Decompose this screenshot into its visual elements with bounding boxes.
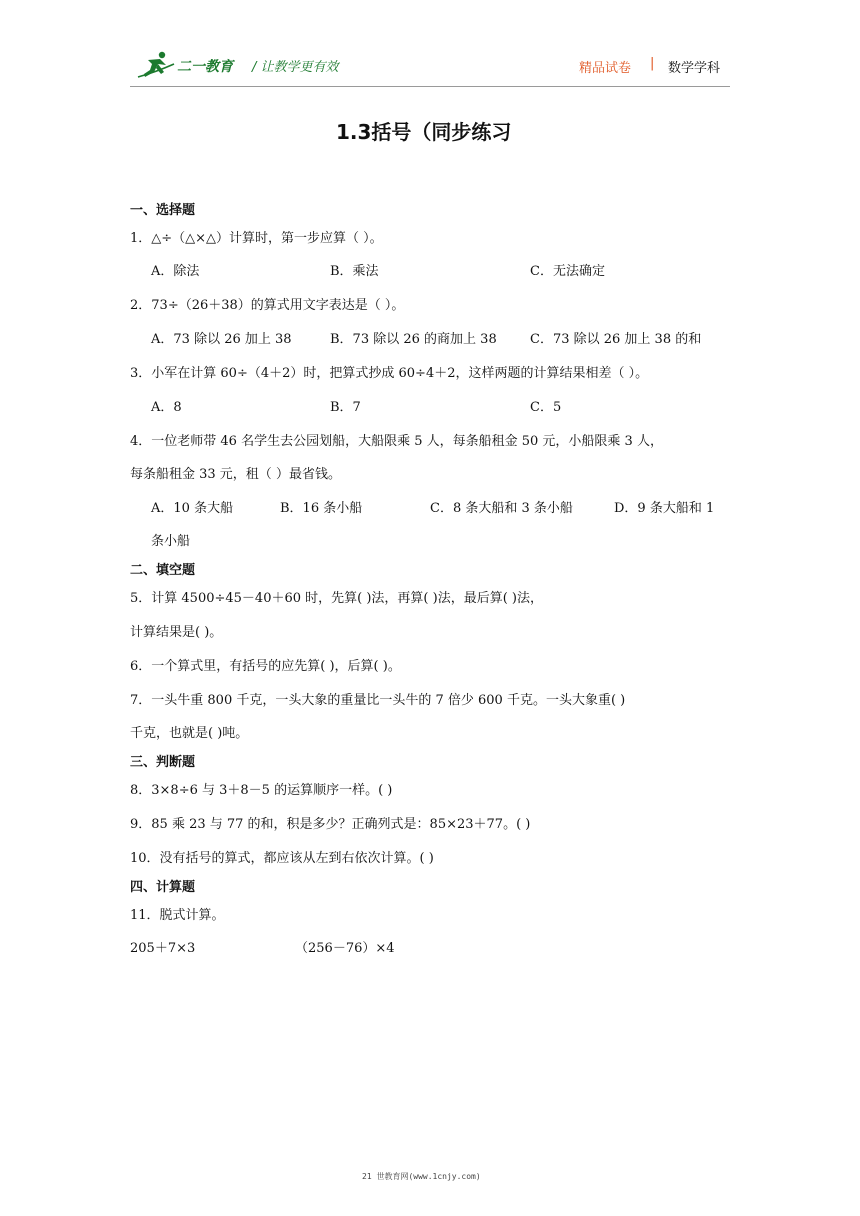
section-heading-judge: 三、判断题 bbox=[130, 755, 196, 770]
q2-option-a: A．73 除以 26 加上 38 bbox=[151, 332, 292, 347]
question-10: 10．没有括号的算式，都应该从左到右依次计算。( ) bbox=[130, 851, 434, 866]
question-5-line-1: 5．计算 4500÷45－40＋60 时，先算( )法，再算( )法，最后算( )法， bbox=[130, 591, 543, 606]
question-8: 8．3×8÷6 与 3＋8－5 的运算顺序一样。( ) bbox=[130, 783, 393, 798]
q4-option-d: D．9 条大船和 1 bbox=[614, 501, 715, 516]
q3-option-c: C．5 bbox=[530, 400, 562, 415]
brand-slogan: / 让教学更有效 bbox=[252, 60, 339, 75]
q4-option-c: C．8 条大船和 3 条小船 bbox=[430, 501, 573, 516]
brand-name: 二一教育 bbox=[177, 59, 233, 75]
header-divider bbox=[130, 86, 730, 87]
q1-option-c: C．无法确定 bbox=[530, 264, 605, 279]
question-4-line-2: 每条船租金 33 元，租（ ）最省钱。 bbox=[130, 467, 341, 482]
question-4-line-1: 4．一位老师带 46 名学生去公园划船，大船限乘 5 人，每条船租金 50 元，小船限乘 3 人， bbox=[130, 434, 663, 449]
q4-option-d-continued: 条小船 bbox=[151, 534, 191, 549]
question-9: 9．85 乘 23 与 77 的和，积是多少？正确列式是：85×23＋77。( ) bbox=[130, 817, 531, 832]
q11-expression-2: （256－76）×4 bbox=[295, 941, 395, 956]
header-label-subject: 数学学科 bbox=[668, 61, 721, 76]
header-label-premium: 精品试卷 bbox=[579, 61, 632, 76]
runner-logo-icon bbox=[136, 50, 176, 80]
q1-option-b: B．乘法 bbox=[330, 264, 379, 279]
question-7-line-2: 千克，也就是( )吨。 bbox=[130, 726, 249, 741]
question-1: 1．△÷（△×△）计算时，第一步应算（ ）。 bbox=[130, 231, 383, 246]
question-7-line-1: 7．一头牛重 800 千克，一头大象的重量比一头牛的 7 倍少 600 千克。一头大象重( ) bbox=[130, 693, 626, 708]
q1-option-a: A．除法 bbox=[151, 264, 200, 279]
q3-option-a: A．8 bbox=[151, 400, 182, 415]
q3-option-b: B．7 bbox=[330, 400, 361, 415]
q4-option-a: A．10 条大船 bbox=[151, 501, 234, 516]
header-separator: | bbox=[650, 56, 655, 71]
page-title: 1.3括号（同步练习 bbox=[336, 120, 512, 144]
q2-option-c: C．73 除以 26 加上 38 的和 bbox=[530, 332, 702, 347]
question-6: 6．一个算式里，有括号的应先算( )，后算( )。 bbox=[130, 659, 401, 674]
q2-option-b: B．73 除以 26 的商加上 38 bbox=[330, 332, 497, 347]
q11-expression-1: 205＋7×3 bbox=[130, 941, 196, 956]
question-11: 11．脱式计算。 bbox=[130, 908, 225, 923]
question-3: 3．小军在计算 60÷（4＋2）时，把算式抄成 60÷4＋2，这样两题的计算结果相差（ ）。 bbox=[130, 366, 649, 381]
section-heading-fill: 二、填空题 bbox=[130, 563, 196, 578]
question-5-line-2: 计算结果是( )。 bbox=[130, 625, 223, 640]
section-heading-calc: 四、计算题 bbox=[130, 880, 196, 895]
question-2: 2．73÷（26＋38）的算式用文字表达是（ ）。 bbox=[130, 298, 405, 313]
page-footer: 21 世教育网(www.1cnjy.com) bbox=[362, 1172, 481, 1181]
section-heading-choice: 一、选择题 bbox=[130, 203, 196, 218]
q4-option-b: B．16 条小船 bbox=[280, 501, 363, 516]
